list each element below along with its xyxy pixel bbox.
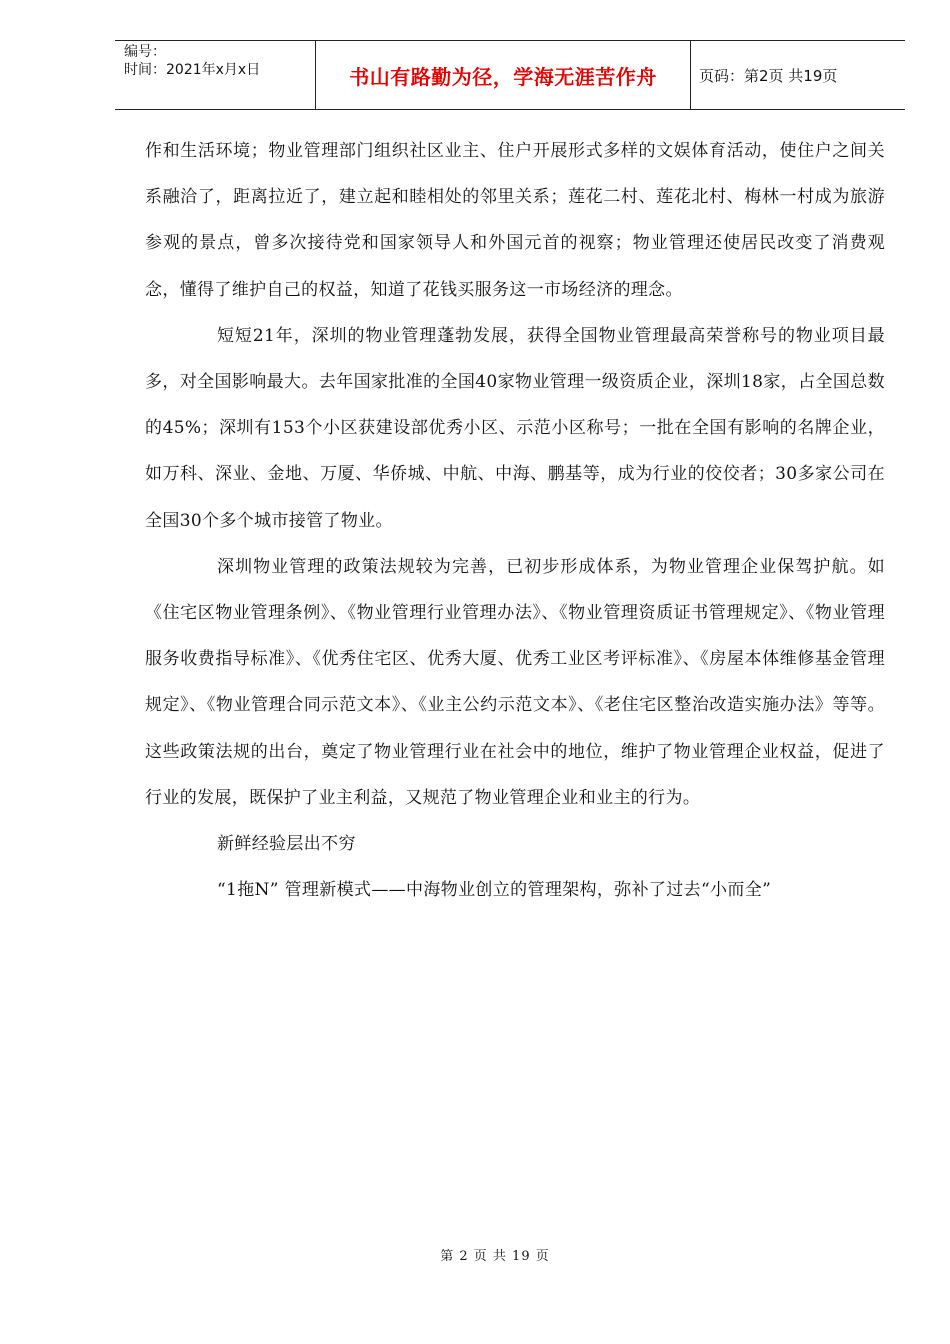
paragraph-policy-regulations: 深圳物业管理的政策法规较为完善，已初步形成体系，为物业管理企业保驾护航。如《住宅区物业管理条例》、《物业管理行业管理办法》、《物业管理资质证书管理规定》、《物业管理服务收费指导标准》、《优秀住宅区、优秀大厦、优秀工业区考评标准》、《房屋本体维修基金管理规定》、《物业管理合同示范文本》、《业主公约示范文本》、《老住宅区整治改造实施办法》等等。这些政策法规的出台，奠定了物业管理行业在社会中的地位，维护了物业管理企业权益，促进了行业的发展，既保护了业主利益，又规范了物业管理企业和业主的行为。: [145, 556, 885, 808]
section-heading-new-experience: 新鲜经验层出不穷: [217, 834, 356, 855]
document-body: [145, 128, 885, 913]
paragraph-management-model: “1拖N” 管理新模式——中海物业创立的管理架构，弥补了过去“小而全”: [217, 880, 772, 901]
document-number-label: 编号：: [124, 44, 166, 60]
paragraph-continuation: 作和生活环境；物业管理部门组织社区业主、住户开展形式多样的文娱体育活动，使住户之间关系融洽了，距离拉近了，建立起和睦相处的邻里关系；莲花二村、莲花北村、梅林一村成为旅游参观的景点，曾多次接待党和国家领导人和外国元首的视察；物业管理还使居民改变了消费观念，懂得了维护自己的权益，知道了花钱买服务这一市场经济的理念。: [145, 141, 885, 300]
header-page-number: 页码：第2页 共19页: [699, 66, 838, 85]
header-meta-cell: [115, 41, 316, 109]
page-footer: 第 2 页 共 19 页: [440, 1249, 550, 1264]
document-date-label: 时间：2021年x月x日: [124, 62, 261, 78]
header-motto: 书山有路勤为径，学海无涯苦作舟: [316, 41, 691, 109]
paragraph-shenzhen-development: 短短21年，深圳的物业管理蓬勃发展，获得全国物业管理最高荣誉称号的物业项目最多，对全国影响最大。去年国家批准的全国40家物业管理一级资质企业，深圳18家，占全国总数的45%；深圳有153个小区获建设部优秀小区、示范小区称号；一批在全国有影响的名牌企业，如万科、深业、金地、万厦、华侨城、中航、中海、鹏基等，成为行业的佼佼者；30多家公司在全国30个多个城市接管了物业。: [145, 325, 885, 531]
document-header: [115, 40, 905, 110]
